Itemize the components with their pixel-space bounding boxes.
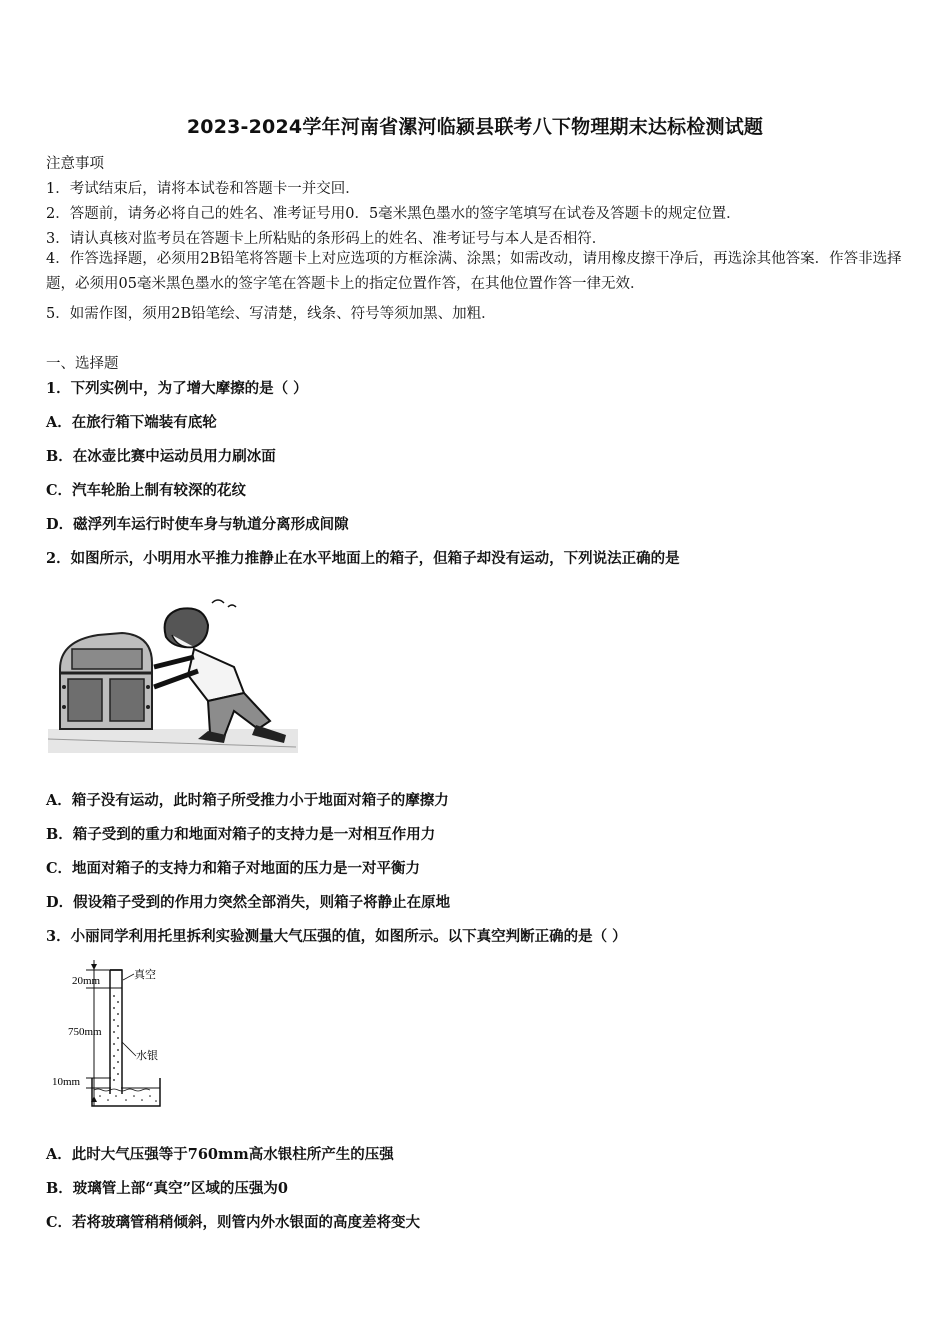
notice-item: 4．作答选择题，必须用2B铅笔将答题卡上对应选项的方框涂满、涂黑；如需改动，请用橡皮擦干净后，再选涂其他答案．作答非选择题，必须用05毫米黑色墨水的签字笔在答题卡上的指定位置作答，在其他位置作答一律无效． [46,251,902,292]
bottom-depth-label: 10mm [52,1076,81,1088]
torricelli-experiment-diagram [50,956,200,1114]
question-stem: 3．小丽同学利用托里拆利实验测量大气压强的值，如图所示。以下真空判断正确的是（ ） [46,928,627,945]
boy-pushing-box-illustration [48,597,300,759]
question-option: D．磁浮列车运行时使车身与轨道分离形成间隙 [46,516,349,533]
notice-item: 1．考试结束后，请将本试卷和答题卡一并交回． [46,181,360,197]
top-gap-label: 20mm [72,975,101,987]
column-height-label: 750mm [68,1026,102,1038]
question-option: C．若将玻璃管稍稍倾斜，则管内外水银面的高度差将变大 [46,1214,421,1231]
page-title: 2023-2024学年河南省漯河临颍县联考八下物理期末达标检测试题 [186,116,764,138]
question-option: B．在冰壶比赛中运动员用力刷冰面 [46,448,276,465]
question-option: A．此时大气压强等于760mm高水银柱所产生的压强 [46,1146,394,1163]
question-option: B．箱子受到的重力和地面对箱子的支持力是一对相互作用力 [46,826,436,843]
question-option: A．箱子没有运动，此时箱子所受推力小于地面对箱子的摩擦力 [46,792,449,809]
notice-item: 2．答题前，请务必将自己的姓名、准考证号用0．5毫米黑色墨水的签字笔填写在试卷及答题卡的规定位置． [46,206,741,222]
question-stem: 1．下列实例中，为了增大摩擦的是（ ） [46,380,308,397]
notice-item: 3．请认真核对监考员在答题卡上所粘贴的条形码上的姓名、准考证号与本人是否相符． [46,231,607,247]
question-stem: 2．如图所示，小明用水平推力推静止在水平地面上的箱子，但箱子却没有运动，下列说法正确的是 [46,550,680,567]
vacuum-label: 真空 [134,969,156,981]
question-option: D．假设箱子受到的作用力突然全部消失，则箱子将静止在原地 [46,894,451,911]
question-option: B．玻璃管上部“真空”区域的压强为0 [46,1180,289,1197]
question-option: C．地面对箱子的支持力和箱子对地面的压力是一对平衡力 [46,860,421,877]
question-option: C．汽车轮胎上制有较深的花纹 [46,482,247,499]
mercury-label: 水银 [136,1050,158,1062]
section-heading: 一、选择题 [46,356,119,372]
notice-heading: 注意事项 [46,156,104,172]
question-option: A．在旅行箱下端装有底轮 [46,414,217,431]
notice-item: 5．如需作图，须用2B铅笔绘、写清楚，线条、符号等须加黑、加粗． [46,306,496,322]
